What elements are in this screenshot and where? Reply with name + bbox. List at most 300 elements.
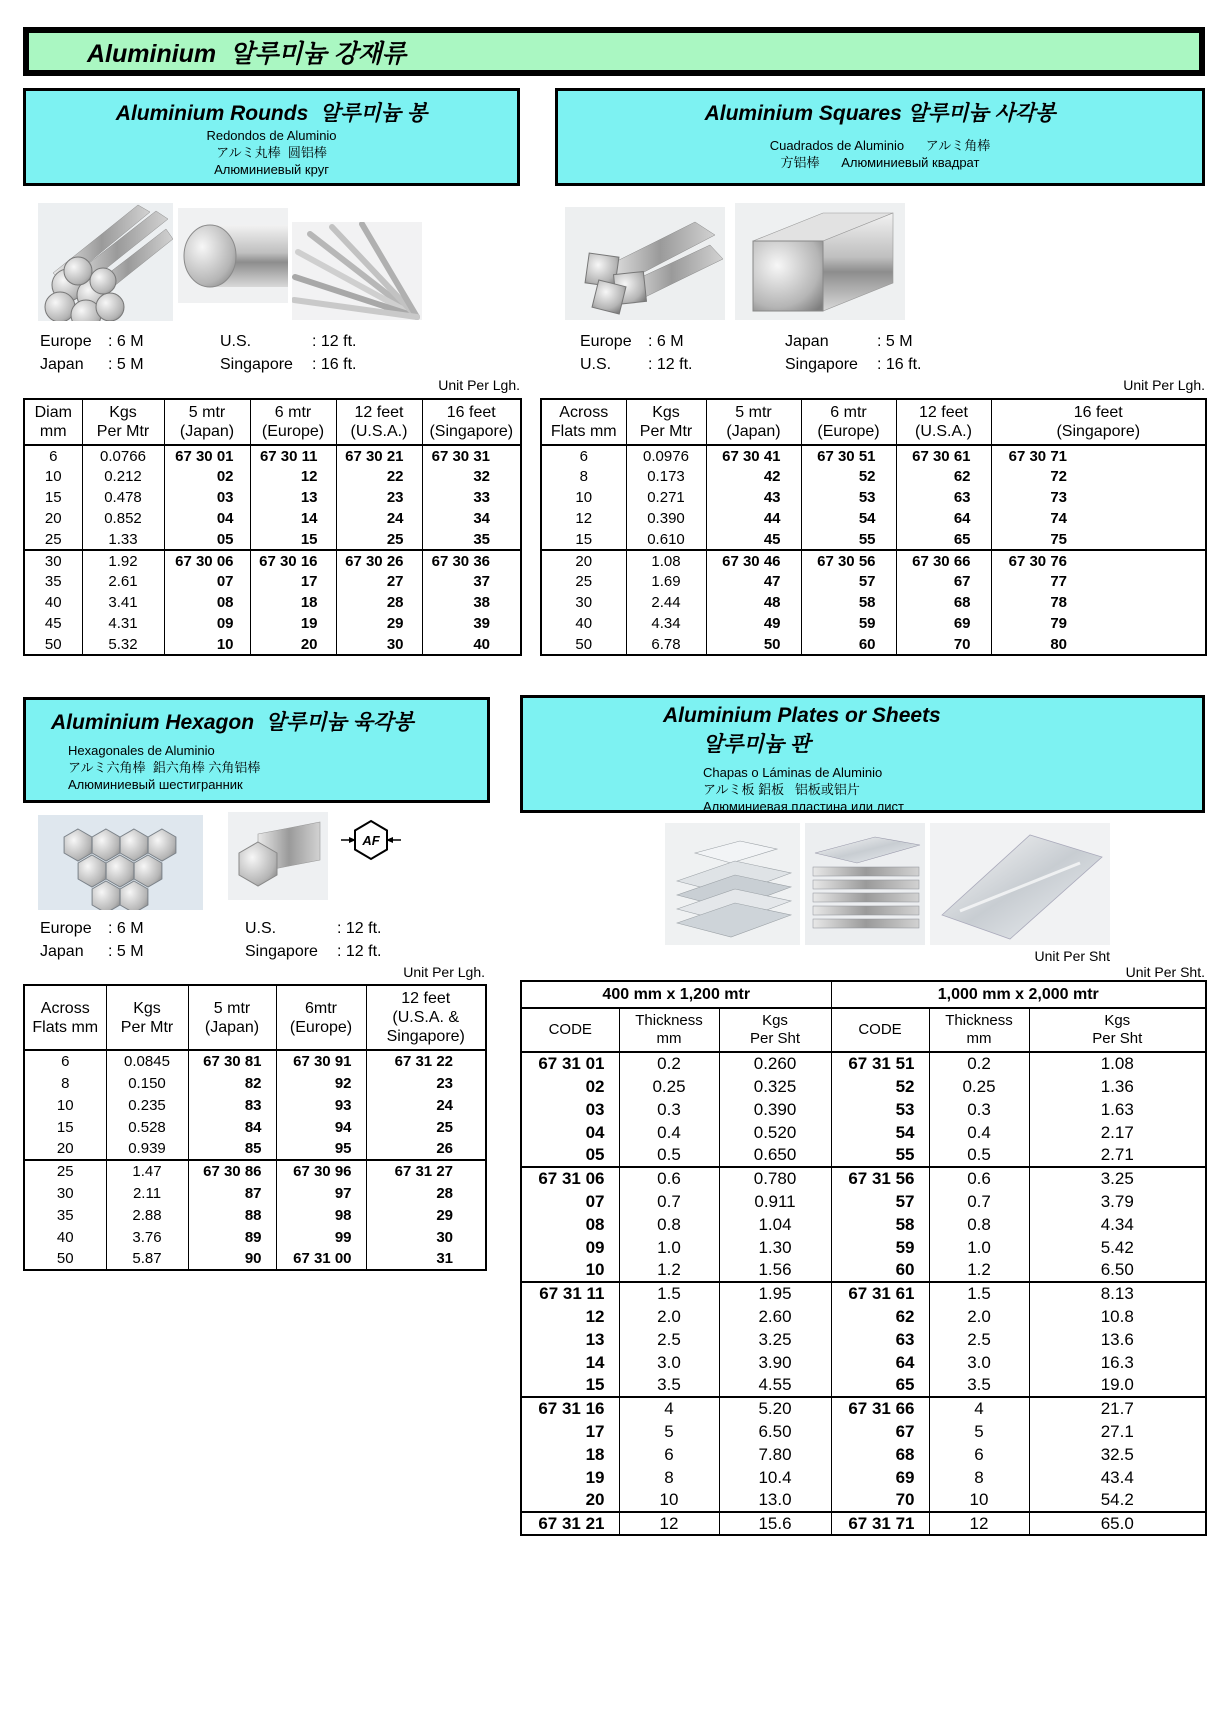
size-group-header: 400 mm x 1,200 mtr bbox=[521, 981, 831, 1008]
table-row bbox=[24, 550, 521, 571]
column-header: 6mtr (Europe) bbox=[276, 985, 366, 1050]
table-cell: 10.8 bbox=[1029, 1305, 1206, 1328]
length-spec: Singapore : 16 ft. bbox=[220, 356, 357, 373]
table-cell: 24 bbox=[336, 508, 422, 529]
rounds-photo-thin-rods bbox=[292, 222, 422, 320]
table-cell: 0.325 bbox=[719, 1075, 831, 1098]
table-cell: 67 30 16 bbox=[250, 550, 336, 571]
table-cell: 1.0 bbox=[929, 1236, 1029, 1259]
column-header: 16 feet (Singapore) bbox=[991, 399, 1206, 445]
table-cell: 67 30 96 bbox=[276, 1160, 366, 1182]
length-spec: U.S. : 12 ft. bbox=[580, 356, 693, 373]
table-row bbox=[521, 1236, 1206, 1259]
table-cell: 99 bbox=[276, 1226, 366, 1248]
table-cell: 1.95 bbox=[719, 1282, 831, 1305]
table-cell: 09 bbox=[585, 1237, 605, 1257]
table-cell: 38 bbox=[422, 592, 521, 613]
table-cell: 1.08 bbox=[1029, 1052, 1206, 1075]
table-row bbox=[24, 1138, 486, 1160]
table-cell: 3.41 bbox=[82, 592, 164, 613]
squares-photo-bundle bbox=[565, 207, 725, 320]
table-cell: 30 bbox=[56, 1184, 74, 1202]
table-row bbox=[24, 529, 521, 550]
table-cell: 19 bbox=[585, 1467, 605, 1487]
table-row bbox=[541, 487, 1206, 508]
table-cell: 2.17 bbox=[1029, 1121, 1206, 1144]
table-cell: 35 bbox=[44, 573, 62, 590]
table-cell: 0.260 bbox=[719, 1052, 831, 1075]
table-cell: 17 bbox=[250, 571, 336, 592]
table-cell: 27.1 bbox=[1029, 1420, 1206, 1443]
table-cell: 35 bbox=[56, 1206, 74, 1224]
table-cell: 67 30 31 bbox=[422, 445, 521, 466]
table-cell: 89 bbox=[188, 1226, 276, 1248]
table-cell: 25 bbox=[575, 573, 593, 590]
table-cell: 0.939 bbox=[106, 1138, 188, 1160]
table-cell: 63 bbox=[831, 1328, 929, 1351]
table-cell: 2.11 bbox=[106, 1182, 188, 1204]
table-cell: 23 bbox=[366, 1072, 486, 1094]
squares-length-specs bbox=[580, 330, 921, 376]
table-cell: 8 bbox=[929, 1466, 1029, 1489]
table-row bbox=[521, 1420, 1206, 1443]
table-cell: 67 31 22 bbox=[366, 1050, 486, 1072]
table-cell: 67 bbox=[896, 571, 991, 592]
table-cell: 1.0 bbox=[619, 1236, 719, 1259]
table-cell: 6.50 bbox=[1029, 1259, 1206, 1282]
table-cell: 83 bbox=[188, 1094, 276, 1116]
column-header: Thickness mm bbox=[619, 1008, 719, 1052]
table-cell: 67 30 81 bbox=[188, 1050, 276, 1072]
table-cell: 5 bbox=[619, 1420, 719, 1443]
column-header: 5 mtr (Japan) bbox=[188, 985, 276, 1050]
table-row bbox=[521, 1328, 1206, 1351]
column-header: Kgs Per Mtr bbox=[106, 985, 188, 1050]
table-cell: 2.88 bbox=[106, 1204, 188, 1226]
table-row bbox=[521, 1466, 1206, 1489]
table-cell: 67 30 21 bbox=[336, 445, 422, 466]
table-cell: 1.08 bbox=[626, 550, 706, 571]
table-cell: 31 bbox=[366, 1248, 486, 1270]
table-row bbox=[24, 445, 521, 466]
table-cell: 42 bbox=[706, 466, 801, 487]
table-cell: 0.212 bbox=[82, 466, 164, 487]
table-cell: 15 bbox=[44, 489, 62, 506]
table-row bbox=[24, 487, 521, 508]
table-cell: 25 bbox=[366, 1116, 486, 1138]
table-row bbox=[24, 1226, 486, 1248]
table-cell: 40 bbox=[422, 634, 521, 655]
table-cell: 52 bbox=[831, 1075, 929, 1098]
table-row bbox=[521, 1121, 1206, 1144]
table-cell: 67 31 01 bbox=[538, 1054, 605, 1073]
table-cell: 1.5 bbox=[929, 1282, 1029, 1305]
table-cell: 13 bbox=[585, 1329, 605, 1349]
squares-unit-label: Unit Per Lgh. bbox=[1123, 377, 1205, 393]
table-cell: 32.5 bbox=[1029, 1443, 1206, 1466]
table-row bbox=[541, 571, 1206, 592]
table-row bbox=[24, 1050, 486, 1072]
table-cell: 50 bbox=[56, 1250, 74, 1267]
table-cell: 67 31 00 bbox=[276, 1248, 366, 1270]
squares-photo-single-bar bbox=[735, 203, 905, 320]
table-cell: 0.4 bbox=[619, 1121, 719, 1144]
table-cell: 50 bbox=[706, 634, 801, 655]
rounds-unit-label: Unit Per Lgh. bbox=[438, 377, 520, 393]
table-cell: 0.528 bbox=[106, 1116, 188, 1138]
table-cell: 15 bbox=[56, 1118, 74, 1136]
table-cell: 07 bbox=[585, 1191, 605, 1211]
table-cell: 13.6 bbox=[1029, 1328, 1206, 1351]
length-spec: Japan : 5 M bbox=[40, 356, 144, 373]
table-cell: 67 30 41 bbox=[706, 445, 801, 466]
hexagon-section-header bbox=[23, 697, 490, 803]
table-cell: 5.42 bbox=[1029, 1236, 1206, 1259]
table-cell: 2.5 bbox=[929, 1328, 1029, 1351]
table-cell: 0.6 bbox=[619, 1167, 719, 1190]
table-cell: 34 bbox=[422, 508, 521, 529]
table-cell: 04 bbox=[585, 1122, 605, 1142]
table-cell: 0.5 bbox=[619, 1144, 719, 1167]
table-cell: 67 30 66 bbox=[896, 550, 991, 571]
table-cell: 67 31 21 bbox=[538, 1513, 605, 1533]
squares-subtitle-chinese-russian: 方铝棒 Алюминиевый квадрат bbox=[780, 155, 980, 170]
table-cell: 3.0 bbox=[929, 1351, 1029, 1374]
table-cell: 67 30 26 bbox=[336, 550, 422, 571]
table-cell: 14 bbox=[250, 508, 336, 529]
table-cell: 59 bbox=[801, 613, 896, 634]
table-cell: 10 bbox=[585, 1260, 605, 1279]
table-cell: 0.3 bbox=[619, 1098, 719, 1121]
table-cell: 69 bbox=[896, 613, 991, 634]
table-cell: 3.0 bbox=[619, 1351, 719, 1374]
table-row bbox=[24, 1094, 486, 1116]
table-cell: 5.20 bbox=[719, 1397, 831, 1420]
table-cell: 60 bbox=[801, 634, 896, 655]
column-header: Across Flats mm bbox=[24, 985, 106, 1050]
table-cell: 10 bbox=[575, 489, 593, 506]
table-row bbox=[521, 1213, 1206, 1236]
plates-section-header bbox=[520, 695, 1205, 813]
table-cell: 87 bbox=[188, 1182, 276, 1204]
hexagon-size-table bbox=[23, 984, 487, 1271]
table-cell: 78 bbox=[991, 592, 1206, 613]
table-cell: 70 bbox=[896, 634, 991, 655]
squares-subtitle-spanish-japanese: Cuadrados de Aluminio アルミ角棒 bbox=[769, 138, 991, 153]
table-cell: 62 bbox=[896, 466, 991, 487]
table-cell: 44 bbox=[706, 508, 801, 529]
table-row bbox=[24, 508, 521, 529]
table-row bbox=[24, 1182, 486, 1204]
table-row bbox=[541, 508, 1206, 529]
table-cell: 0.150 bbox=[106, 1072, 188, 1094]
table-cell: 1.36 bbox=[1029, 1075, 1206, 1098]
squares-section-header bbox=[555, 88, 1205, 186]
table-cell: 67 31 51 bbox=[831, 1052, 929, 1075]
table-cell: 64 bbox=[896, 508, 991, 529]
column-header: Across Flats mm bbox=[541, 399, 626, 445]
rounds-size-table bbox=[23, 398, 522, 656]
table-cell: 0.7 bbox=[929, 1190, 1029, 1213]
table-cell: 2.5 bbox=[619, 1328, 719, 1351]
hexagon-unit-label: Unit Per Lgh. bbox=[403, 964, 485, 980]
plates-title-ko: 알루미늄 판 bbox=[703, 733, 811, 756]
size-group-header: 1,000 mm x 2,000 mtr bbox=[831, 981, 1206, 1008]
table-cell: 5.87 bbox=[106, 1248, 188, 1270]
table-cell: 25 bbox=[336, 529, 422, 550]
table-cell: 05 bbox=[164, 529, 250, 550]
table-row bbox=[541, 445, 1206, 466]
table-cell: 15 bbox=[575, 530, 593, 548]
table-cell: 05 bbox=[585, 1145, 605, 1164]
table-cell: 10 bbox=[619, 1489, 719, 1512]
table-cell: 67 30 46 bbox=[706, 550, 801, 571]
table-cell: 0.4 bbox=[929, 1121, 1029, 1144]
table-cell: 19 bbox=[250, 613, 336, 634]
table-row bbox=[521, 1098, 1206, 1121]
table-cell: 6 bbox=[929, 1443, 1029, 1466]
table-cell: 3.5 bbox=[929, 1374, 1029, 1397]
column-header: Kgs Per Sht bbox=[1029, 1008, 1206, 1052]
af-label: AF bbox=[362, 833, 380, 848]
plates-photo-single-sheet bbox=[930, 823, 1110, 945]
table-cell: 50 bbox=[44, 635, 62, 653]
rounds-subtitle-spanish: Redondos de Aluminio bbox=[206, 128, 337, 143]
table-cell: 84 bbox=[188, 1116, 276, 1138]
table-cell: 16.3 bbox=[1029, 1351, 1206, 1374]
table-cell: 55 bbox=[801, 529, 896, 550]
length-spec: U.S. : 12 ft. bbox=[220, 333, 357, 350]
table-row bbox=[24, 1160, 486, 1182]
column-header: 12 feet (U.S.A.) bbox=[896, 399, 991, 445]
table-cell: 57 bbox=[801, 571, 896, 592]
table-cell: 6.50 bbox=[719, 1420, 831, 1443]
table-cell: 54.2 bbox=[1029, 1489, 1206, 1512]
table-row bbox=[24, 571, 521, 592]
table-cell: 93 bbox=[276, 1094, 366, 1116]
table-cell: 3.90 bbox=[719, 1351, 831, 1374]
table-cell: 73 bbox=[991, 487, 1206, 508]
table-cell: 2.60 bbox=[719, 1305, 831, 1328]
table-cell: 0.3 bbox=[929, 1098, 1029, 1121]
table-cell: 20 bbox=[585, 1490, 605, 1509]
table-cell: 5 bbox=[929, 1420, 1029, 1443]
table-cell: 94 bbox=[276, 1116, 366, 1138]
length-spec: Europe : 6 M bbox=[40, 333, 144, 350]
table-cell: 13 bbox=[250, 487, 336, 508]
table-cell: 0.173 bbox=[626, 466, 706, 487]
table-cell: 65 bbox=[831, 1374, 929, 1397]
table-cell: 48 bbox=[706, 592, 801, 613]
table-cell: 85 bbox=[188, 1138, 276, 1160]
table-row bbox=[521, 1351, 1206, 1374]
table-cell: 0.235 bbox=[106, 1094, 188, 1116]
table-cell: 3.25 bbox=[1029, 1167, 1206, 1190]
length-spec: Europe : 6 M bbox=[580, 333, 684, 350]
plates-unit-label-image: Unit Per Sht bbox=[1034, 948, 1110, 964]
table-cell: 28 bbox=[366, 1182, 486, 1204]
column-header: 12 feet (U.S.A.) bbox=[336, 399, 422, 445]
table-row bbox=[24, 1072, 486, 1094]
length-spec: U.S. : 12 ft. bbox=[245, 920, 382, 937]
table-cell: 67 31 66 bbox=[831, 1397, 929, 1420]
table-cell: 23 bbox=[336, 487, 422, 508]
table-row bbox=[521, 1443, 1206, 1466]
table-cell: 90 bbox=[188, 1248, 276, 1270]
table-cell: 12 bbox=[929, 1512, 1029, 1535]
table-cell: 0.390 bbox=[719, 1098, 831, 1121]
column-header: 16 feet (Singapore) bbox=[422, 399, 521, 445]
table-cell: 67 31 71 bbox=[831, 1512, 929, 1535]
table-cell: 0.271 bbox=[626, 487, 706, 508]
table-cell: 67 31 11 bbox=[539, 1284, 605, 1303]
table-cell: 59 bbox=[831, 1236, 929, 1259]
table-cell: 1.33 bbox=[82, 529, 164, 550]
table-cell: 08 bbox=[585, 1214, 605, 1234]
table-row bbox=[521, 1397, 1206, 1420]
table-cell: 20 bbox=[575, 552, 593, 570]
table-cell: 4.55 bbox=[719, 1374, 831, 1397]
table-cell: 98 bbox=[276, 1204, 366, 1226]
hexagon-photo-single-bar bbox=[228, 812, 328, 900]
table-cell: 69 bbox=[831, 1466, 929, 1489]
table-cell: 0.7 bbox=[619, 1190, 719, 1213]
table-cell: 0.478 bbox=[82, 487, 164, 508]
table-cell: 67 30 86 bbox=[188, 1160, 276, 1182]
plates-title-en: Aluminium Plates or Sheets bbox=[663, 704, 941, 727]
table-cell: 3.25 bbox=[719, 1328, 831, 1351]
rounds-photo-bundle bbox=[38, 203, 173, 321]
table-cell: 6.78 bbox=[626, 634, 706, 655]
page-header-banner bbox=[23, 27, 1205, 76]
table-cell: 2.44 bbox=[626, 592, 706, 613]
table-row bbox=[521, 1259, 1206, 1282]
table-cell: 75 bbox=[991, 529, 1206, 550]
table-cell: 0.911 bbox=[719, 1190, 831, 1213]
table-cell: 60 bbox=[831, 1259, 929, 1282]
table-cell: 49 bbox=[706, 613, 801, 634]
hexagon-subtitle-japanese-chinese: アルミ六角棒 鋁六角棒 六角铝棒 bbox=[68, 760, 261, 775]
table-cell: 12 bbox=[575, 510, 593, 527]
table-row bbox=[521, 1075, 1206, 1098]
table-cell: 29 bbox=[366, 1204, 486, 1226]
table-cell: 4.34 bbox=[1029, 1213, 1206, 1236]
table-cell: 63 bbox=[896, 487, 991, 508]
column-header: 5 mtr (Japan) bbox=[706, 399, 801, 445]
table-cell: 67 31 27 bbox=[366, 1160, 486, 1182]
table-cell: 20 bbox=[250, 634, 336, 655]
table-cell: 0.780 bbox=[719, 1167, 831, 1190]
table-cell: 0.25 bbox=[619, 1075, 719, 1098]
table-cell: 15.6 bbox=[719, 1512, 831, 1535]
table-cell: 52 bbox=[801, 466, 896, 487]
table-cell: 68 bbox=[831, 1443, 929, 1466]
table-cell: 1.5 bbox=[619, 1282, 719, 1305]
table-cell: 68 bbox=[896, 592, 991, 613]
table-cell: 88 bbox=[188, 1204, 276, 1226]
table-cell: 6 bbox=[579, 447, 588, 465]
table-cell: 4 bbox=[619, 1397, 719, 1420]
table-cell: 54 bbox=[801, 508, 896, 529]
table-cell: 17 bbox=[585, 1421, 605, 1441]
table-cell: 1.2 bbox=[619, 1259, 719, 1282]
page-title: Aluminium 알루미늄 강재류 bbox=[87, 39, 407, 68]
table-row bbox=[521, 1282, 1206, 1305]
table-cell: 74 bbox=[991, 508, 1206, 529]
table-cell: 1.63 bbox=[1029, 1098, 1206, 1121]
column-header: CODE bbox=[521, 1008, 619, 1052]
table-cell: 40 bbox=[56, 1228, 74, 1246]
rounds-subtitle-russian: Алюминиевый круг bbox=[214, 162, 329, 177]
table-cell: 20 bbox=[44, 510, 62, 527]
table-cell: 10 bbox=[164, 634, 250, 655]
column-header: Diam mm bbox=[24, 399, 82, 445]
table-row bbox=[541, 550, 1206, 571]
length-spec: Japan : 5 M bbox=[785, 333, 913, 350]
table-cell: 0.5 bbox=[929, 1144, 1029, 1167]
length-spec: Singapore : 12 ft. bbox=[245, 943, 382, 960]
table-cell: 7.80 bbox=[719, 1443, 831, 1466]
table-cell: 15 bbox=[250, 529, 336, 550]
column-header: Kgs Per Mtr bbox=[82, 399, 164, 445]
table-cell: 2.0 bbox=[619, 1305, 719, 1328]
squares-size-table bbox=[540, 398, 1207, 656]
table-cell: 54 bbox=[831, 1121, 929, 1144]
table-cell: 53 bbox=[801, 487, 896, 508]
table-cell: 2.71 bbox=[1029, 1144, 1206, 1167]
table-cell: 67 30 11 bbox=[250, 445, 336, 466]
plates-subtitle-russian: Алюминиевая пластина или лист bbox=[703, 799, 904, 814]
table-cell: 0.25 bbox=[929, 1075, 1029, 1098]
table-cell: 21.7 bbox=[1029, 1397, 1206, 1420]
plates-photo-stack bbox=[805, 823, 925, 945]
table-cell: 09 bbox=[164, 613, 250, 634]
table-cell: 80 bbox=[991, 634, 1206, 655]
table-cell: 6 bbox=[61, 1053, 70, 1070]
table-cell: 03 bbox=[585, 1099, 605, 1119]
table-cell: 67 31 06 bbox=[538, 1169, 605, 1188]
table-cell: 92 bbox=[276, 1072, 366, 1094]
table-cell: 82 bbox=[188, 1072, 276, 1094]
table-cell: 28 bbox=[336, 592, 422, 613]
table-cell: 50 bbox=[575, 635, 593, 653]
table-row bbox=[24, 592, 521, 613]
table-cell: 97 bbox=[276, 1182, 366, 1204]
table-cell: 14 bbox=[585, 1352, 605, 1372]
table-cell: 29 bbox=[336, 613, 422, 634]
table-cell: 1.47 bbox=[106, 1160, 188, 1182]
table-row bbox=[521, 1489, 1206, 1512]
table-cell: 0.390 bbox=[626, 508, 706, 529]
table-cell: 40 bbox=[44, 594, 62, 611]
table-row bbox=[521, 1167, 1206, 1190]
column-header: CODE bbox=[831, 1008, 929, 1052]
table-cell: 45 bbox=[706, 529, 801, 550]
table-cell: 0.650 bbox=[719, 1144, 831, 1167]
table-cell: 3.5 bbox=[619, 1374, 719, 1397]
table-cell: 72 bbox=[991, 466, 1206, 487]
rounds-section-header bbox=[23, 88, 520, 186]
across-flats-diagram bbox=[340, 816, 402, 862]
table-cell: 0.520 bbox=[719, 1121, 831, 1144]
table-cell: 43 bbox=[706, 487, 801, 508]
table-row bbox=[541, 466, 1206, 487]
table-cell: 67 31 16 bbox=[538, 1399, 605, 1418]
hexagon-photo-bundle bbox=[38, 815, 203, 910]
table-cell: 1.92 bbox=[82, 550, 164, 571]
plates-photo-fanned-stack bbox=[665, 823, 800, 945]
table-cell: 6 bbox=[619, 1443, 719, 1466]
